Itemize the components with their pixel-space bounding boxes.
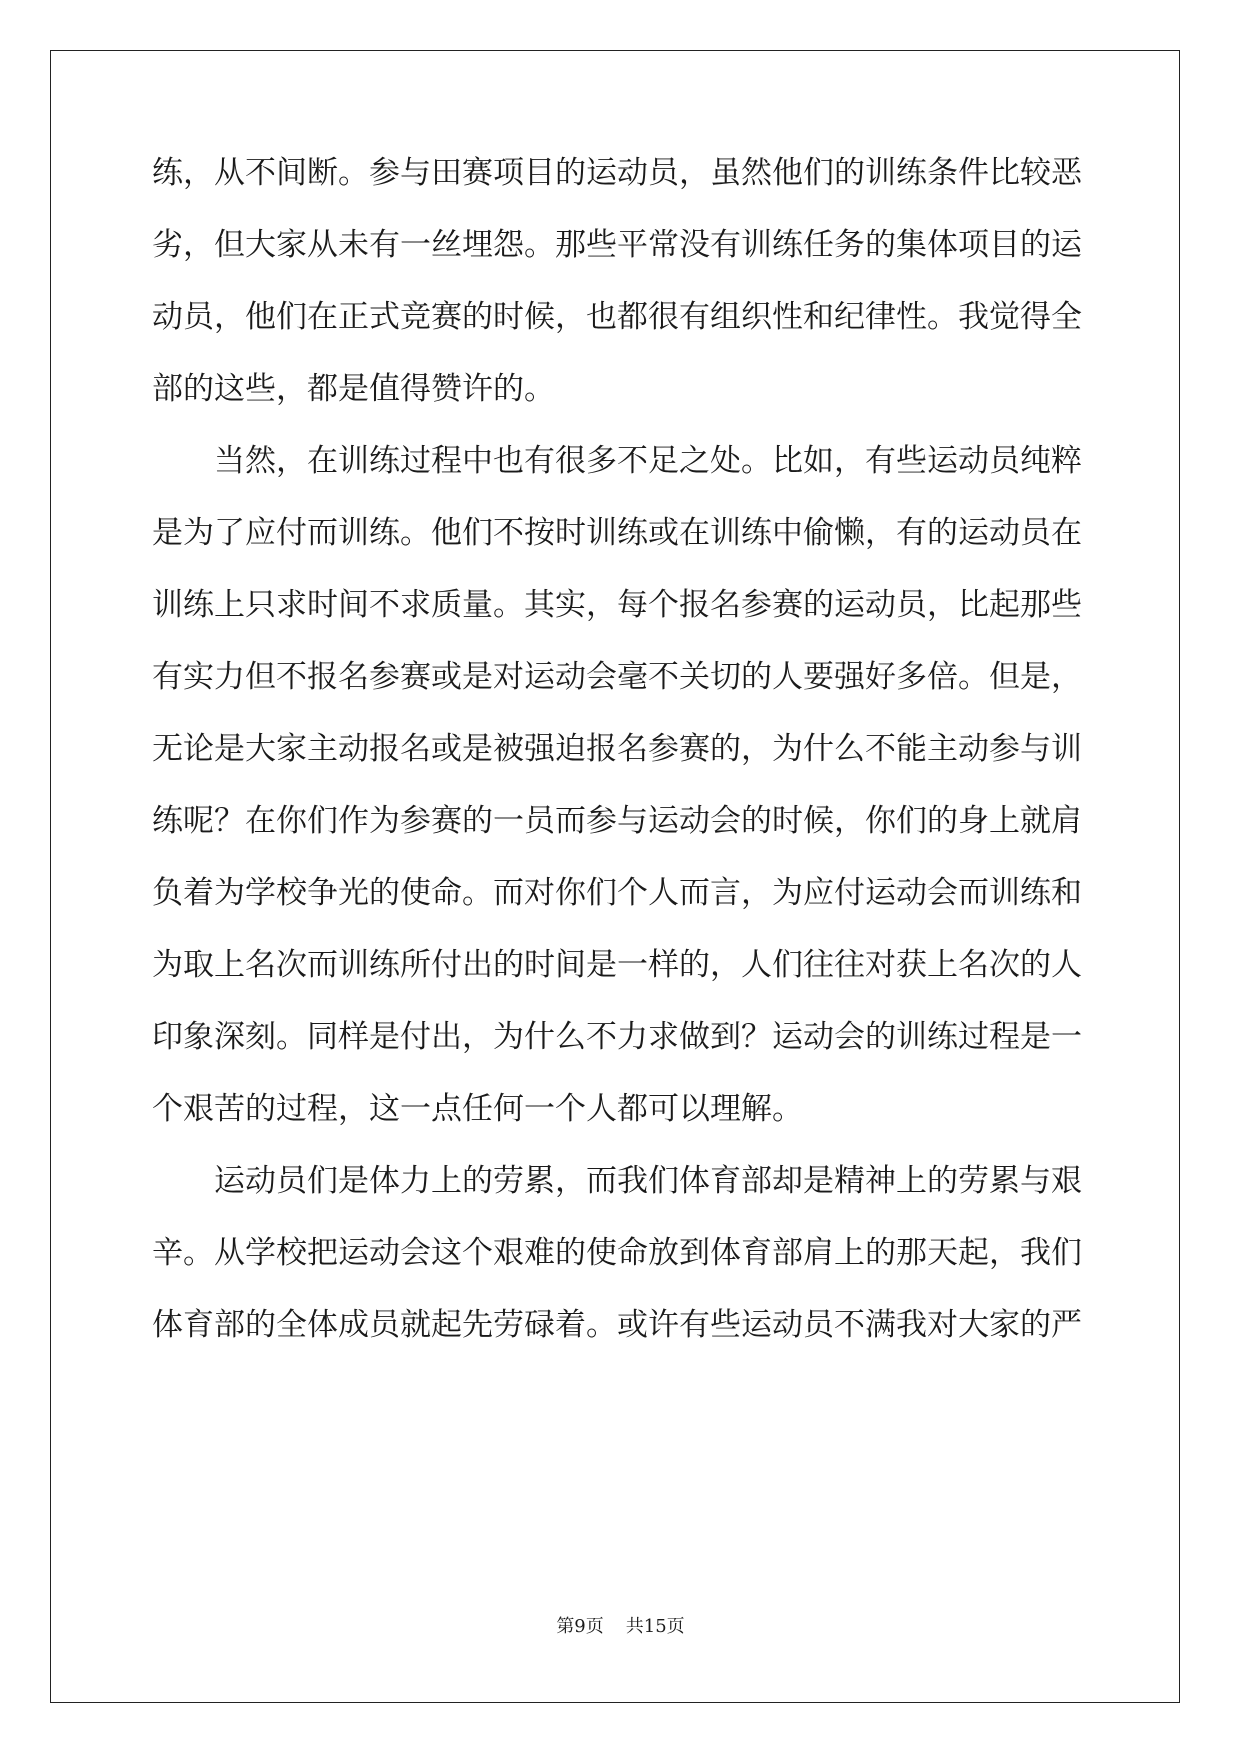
text-line: 练，从不间断。参与田赛项目的运动员，虽然他们的训练条件比较恶 [152,155,1082,191]
text-line: 劣，但大家从未有一丝埋怨。那些平常没有训练任务的集体项目的运 [152,227,1082,263]
text-line: 为取上名次而训练所付出的时间是一样的，人们往往对获上名次的人 [152,947,1082,983]
text-line: 部的这些，都是值得赞许的。 [152,371,555,407]
text-line: 有实力但不报名参赛或是对运动会毫不关切的人要强好多倍。但是， [152,659,1082,695]
text-line: 辛。从学校把运动会这个艰难的使命放到体育部肩上的那天起，我们 [152,1235,1082,1271]
text-line: 当然，在训练过程中也有很多不足之处。比如，有些运动员纯粹 [214,443,1082,479]
page-number-total: 共15页 [625,1616,685,1637]
page-footer [0,1612,1241,1638]
text-line: 训练上只求时间不求质量。其实，每个报名参赛的运动员，比起那些 [152,587,1082,623]
text-line: 体育部的全体成员就起先劳碌着。或许有些运动员不满我对大家的严 [152,1307,1082,1343]
text-line: 个艰苦的过程，这一点任何一个人都可以理解。 [152,1091,803,1127]
text-line: 负着为学校争光的使命。而对你们个人而言，为应付运动会而训练和 [152,875,1082,911]
text-line: 动员，他们在正式竞赛的时候，也都很有组织性和纪律性。我觉得全 [152,299,1082,335]
text-line: 练呢？在你们作为参赛的一员而参与运动会的时候，你们的身上就肩 [152,803,1082,839]
text-line: 运动员们是体力上的劳累，而我们体育部却是精神上的劳累与艰 [214,1163,1082,1199]
page-number-current: 第9页 [556,1616,604,1637]
text-line: 是为了应付而训练。他们不按时训练或在训练中偷懒，有的运动员在 [152,515,1082,551]
text-line: 印象深刻。同样是付出，为什么不力求做到？运动会的训练过程是一 [152,1019,1082,1055]
text-line: 无论是大家主动报名或是被强迫报名参赛的，为什么不能主动参与训 [152,731,1082,767]
